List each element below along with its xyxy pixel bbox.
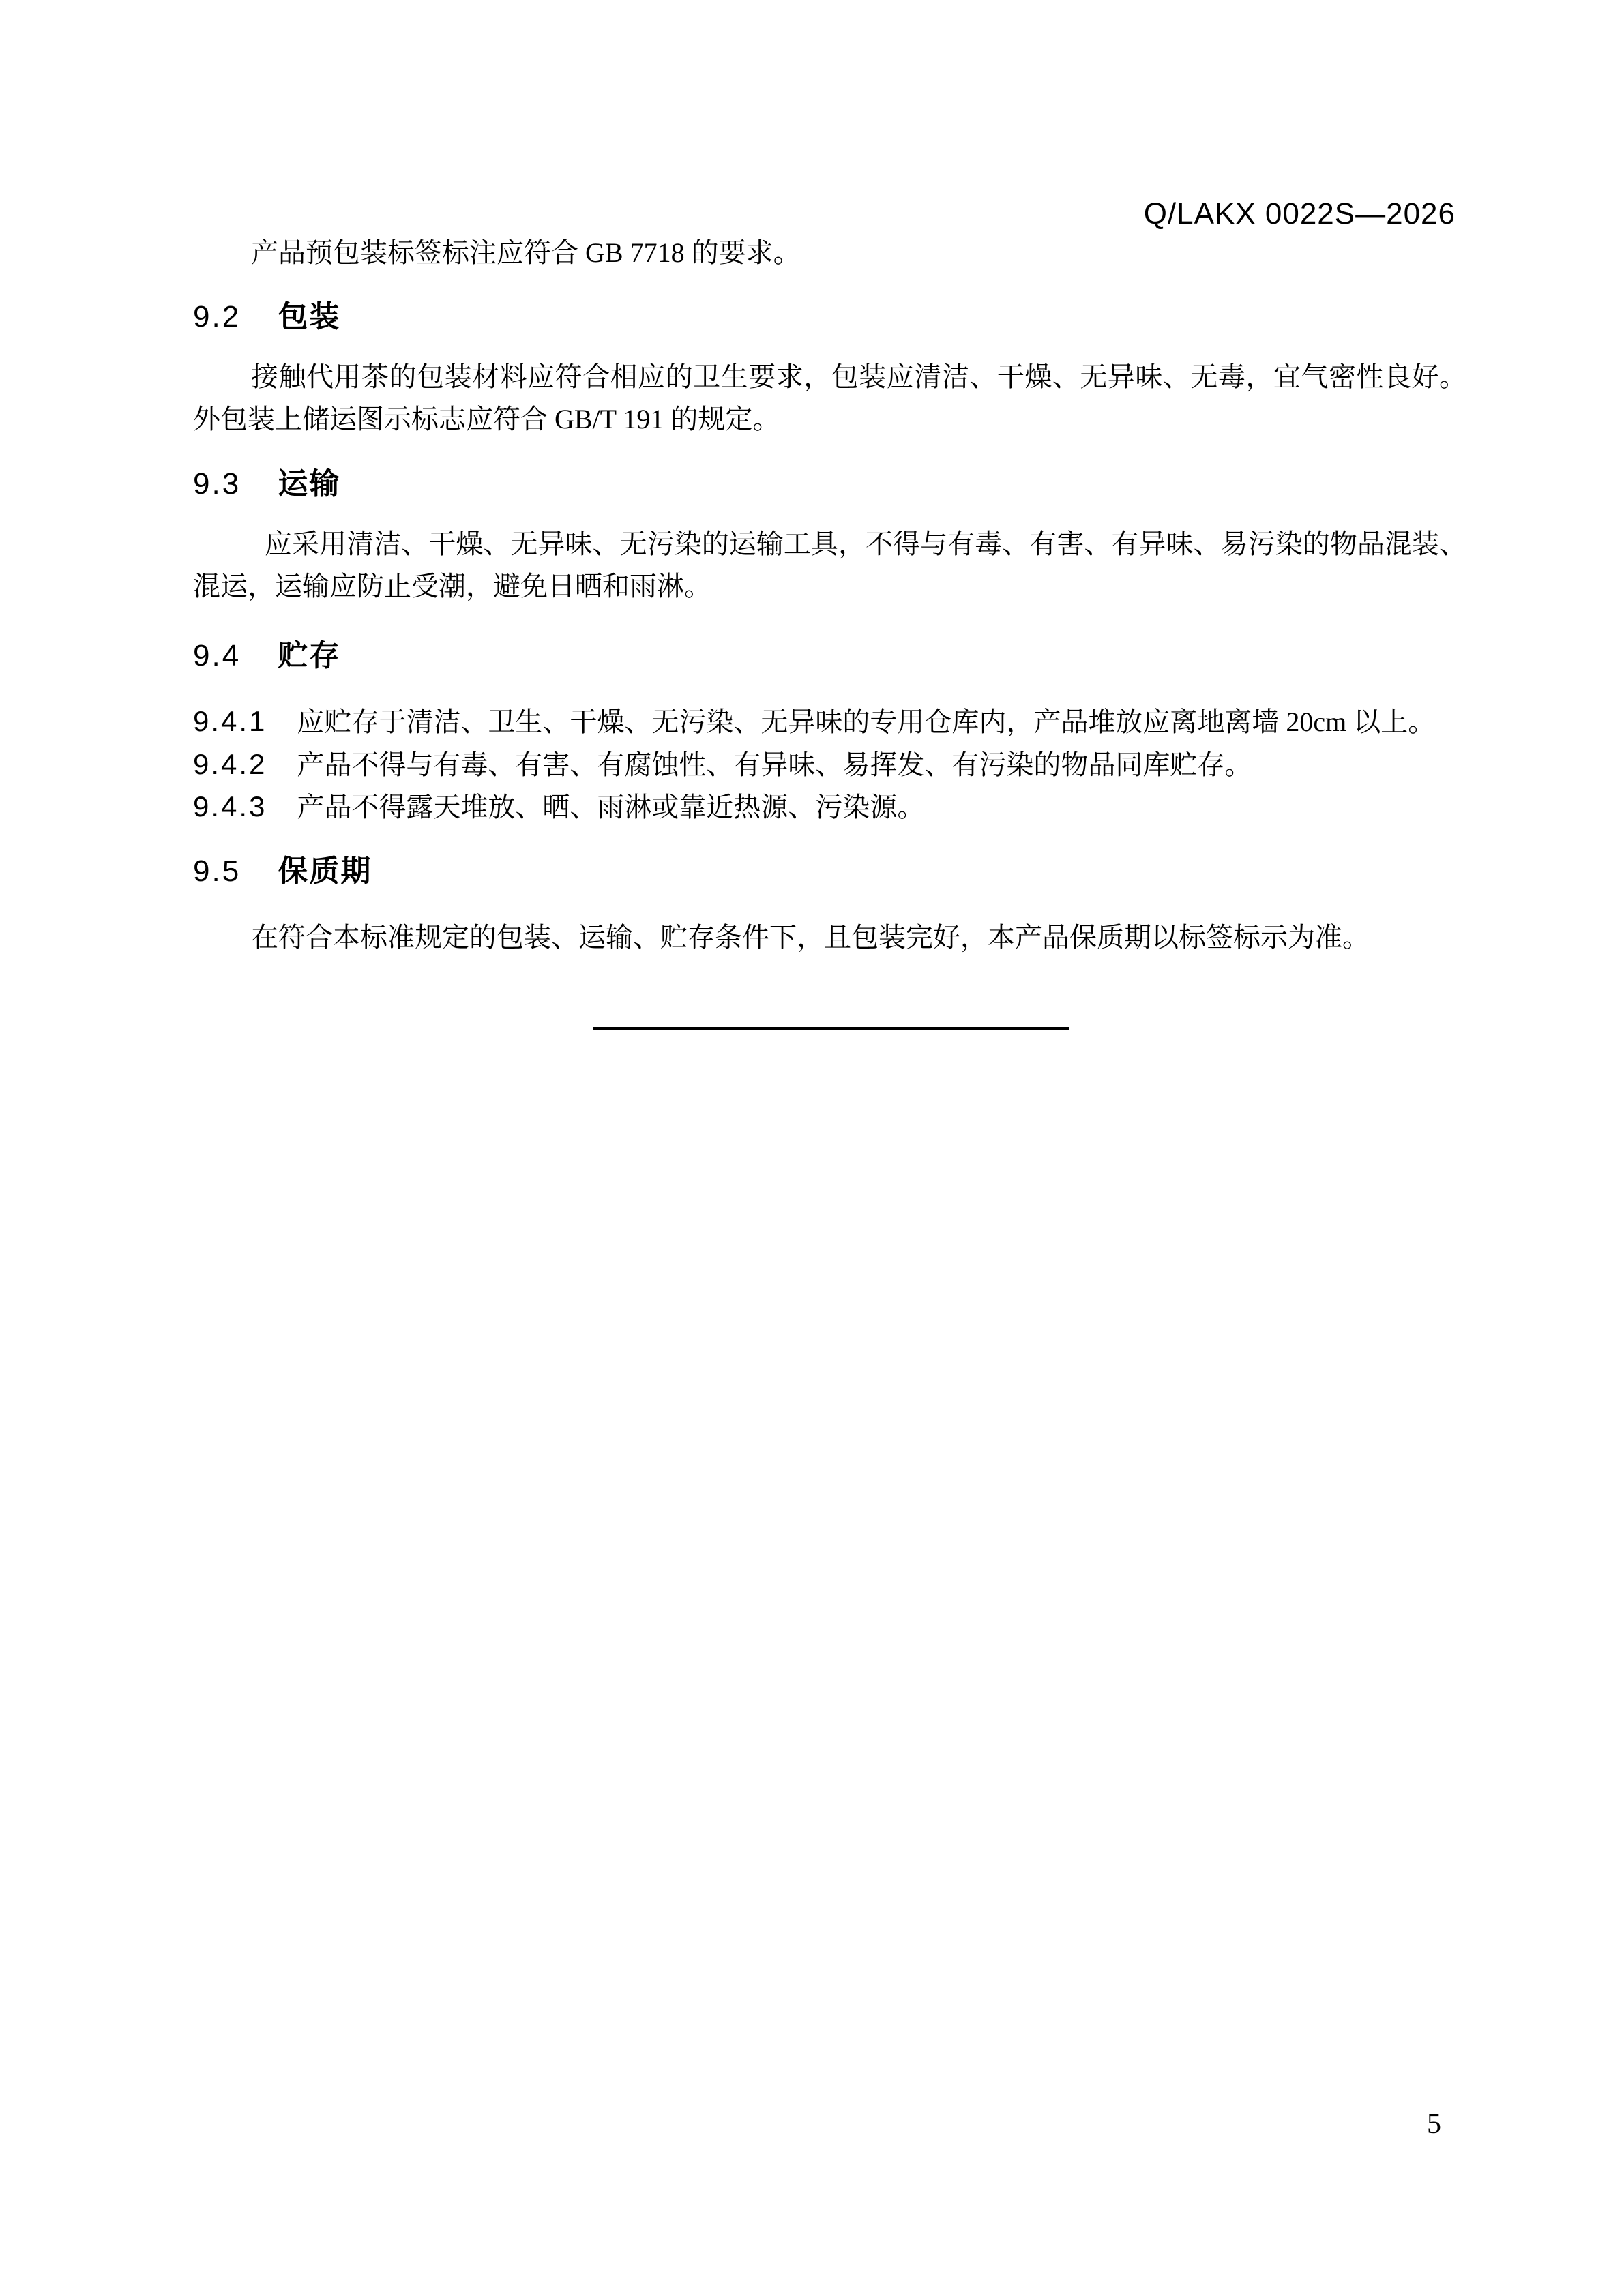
intro-paragraph: 产品预包装标签标注应符合 GB 7718 的要求。: [251, 237, 801, 268]
section-title: 贮存: [278, 639, 341, 672]
section-paragraph-9-2: 接触代用茶的包装材料应符合相应的卫生要求，包装应清洁、干燥、无异味、无毒，宜气密性良好。外包装上储运图示标志应符合 GB/T 191 的规定。: [193, 361, 1466, 434]
section-heading-9-3: [193, 465, 1466, 503]
clause-9-4-2: [193, 743, 1466, 786]
standard-code-header: Q/LAKX 0022S—2026: [1143, 197, 1456, 230]
section-heading-9-5: [193, 852, 1466, 891]
clause-text: 产品不得露天堆放、晒、雨淋或靠近热源、污染源。: [297, 792, 925, 822]
section-title: 保质期: [278, 854, 372, 888]
section-title: 运输: [278, 467, 341, 501]
end-of-document-rule: [593, 1027, 1069, 1030]
clause-number: 9.4.1: [193, 705, 267, 737]
section-heading-9-2: [193, 298, 1466, 336]
clause-9-4-3: [193, 786, 1466, 829]
section-number: 9.4: [193, 639, 241, 672]
clause-text: 产品不得与有毒、有害、有腐蚀性、有异味、易挥发、有污染的物品同库贮存。: [297, 749, 1252, 780]
section-number: 9.3: [193, 467, 241, 501]
section-title: 包装: [278, 300, 341, 333]
clause-number: 9.4.2: [193, 748, 267, 780]
section-paragraph-9-5: 在符合本标准规定的包装、运输、贮存条件下，且包装完好，本产品保质期以标签标示为准。: [251, 922, 1370, 953]
clause-9-4-1: [193, 700, 1466, 743]
section-number: 9.5: [193, 854, 241, 888]
section-number: 9.2: [193, 300, 241, 333]
section-paragraph-9-3: 应采用清洁、干燥、无异味、无污染的运输工具，不得与有毒、有害、有异味、易污染的物品混装、混运，运输应防止受潮，避免日晒和雨淋。: [193, 528, 1466, 601]
section-heading-9-4: [193, 637, 1466, 675]
clause-number: 9.4.3: [193, 790, 267, 822]
clause-text: 应贮存于清洁、卫生、干燥、无污染、无异味的专用仓库内，产品堆放应离地离墙 20cm 以上。: [297, 706, 1436, 737]
page-number: 5: [1427, 2108, 1441, 2140]
